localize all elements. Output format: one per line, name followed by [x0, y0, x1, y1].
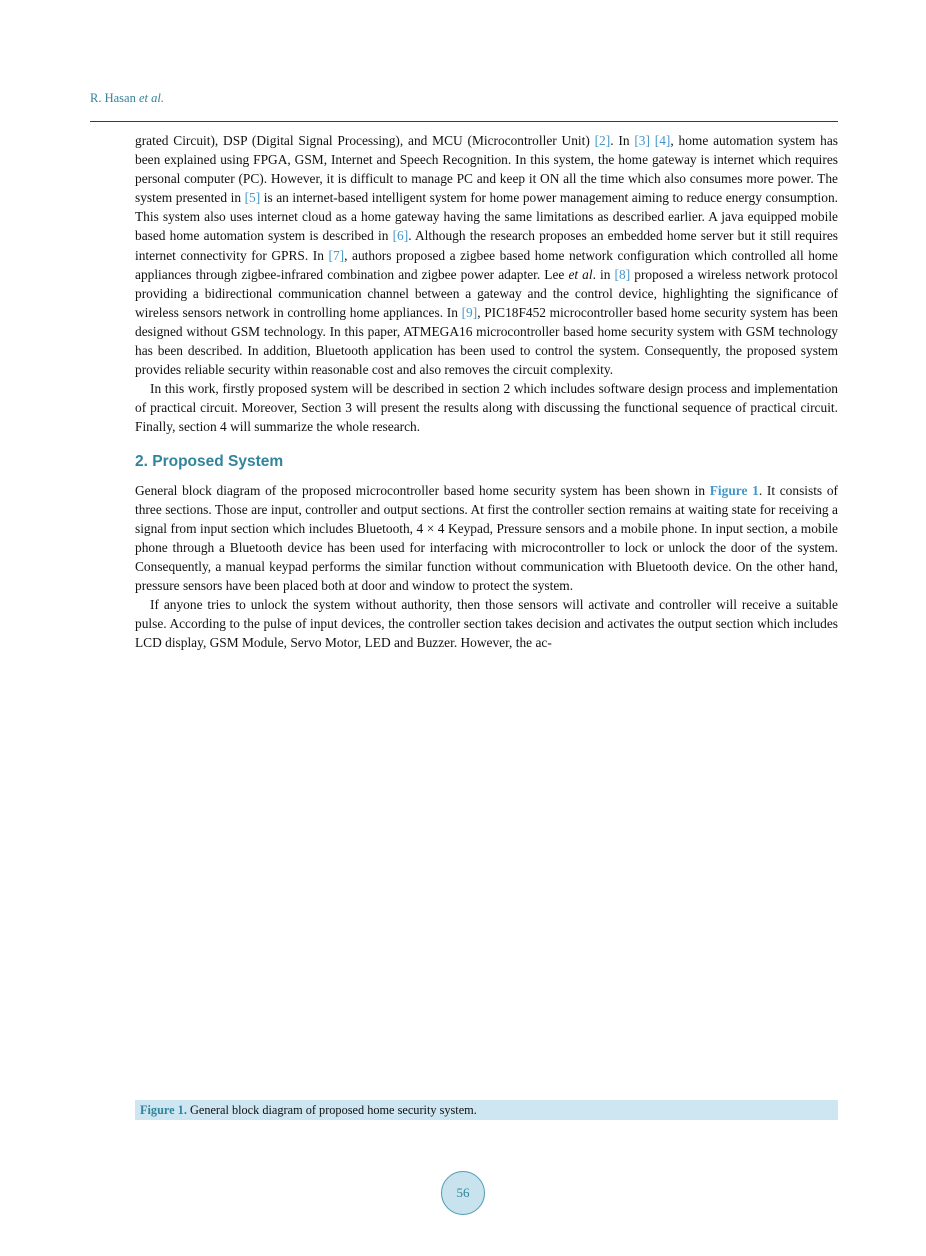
citation-link[interactable]: [4] [654, 133, 671, 148]
running-head [90, 91, 164, 106]
body-text [135, 131, 838, 652]
figure-reference-link[interactable]: Figure 1 [709, 482, 759, 498]
author-etal: et al. [138, 91, 164, 105]
author-name: R. Hasan [90, 91, 139, 105]
text-segment: . In [610, 133, 635, 148]
text-segment: , PIC18F452 microcontroller based home security system has been designed without GSM technology. In this paper, ATMEGA16 microcontroller based home security system with GSM technology has been described. In addition, Bluetooth application has been used to control the system. Consequently, the proposed system provides reliable security within reasonable cost and also removes the circuit complexity. [135, 304, 838, 378]
text-segment: , authors proposed a zigbee based home network configuration which controlled all home appliances through zigbee-infrared combination and zigbee power adapter. Lee [135, 247, 838, 282]
figure-caption [135, 1100, 838, 1120]
text-segment: , home automation system has been explained using FPGA, GSM, Internet and Speech Recognition. In this system, the home gateway is internet which requires personal computer (PC). However, it is difficult to manage PC and keep it ON all the time which also consumes more power. The system presented in [135, 133, 838, 206]
header-rule [90, 121, 838, 122]
figure-caption-label: Figure 1. [140, 1103, 187, 1117]
section-heading: 2. Proposed System [135, 452, 284, 470]
paragraph [135, 379, 838, 436]
page-number-badge [441, 1171, 485, 1215]
text-segment: If anyone tries to unlock the system without authority, then those sensors will activate and controller will receive a suitable pulse. According to the pulse of input devices, the controller section takes decision and activates the output section which includes LCD display, GSM Module, Servo Motor, LED and Buzzer. However, the ac- [135, 597, 838, 651]
citation-link[interactable]: [9] [461, 304, 478, 320]
paragraph [135, 595, 838, 652]
text-segment: . It consists of three sections. Those are input, controller and output sections. At first the controller section remains at waiting state for receiving a signal from input section which includes Bluetooth, 4 × 4 Keypad, Pressure sensors and a mobile phone. In input section, a mobile phone through a Bluetooth device has been used for interfacing with microcontroller to lock or unlock the door of the system. Consequently, a manual keypad performs the similar function without communication with Bluetooth device. On the other hand, pressure sensors have been placed both at door and window to protect the system. [135, 482, 839, 594]
text-segment: . in [592, 266, 615, 282]
page-number: 56 [456, 1185, 470, 1200]
text-segment: In this work, firstly proposed system will be described in section 2 which includes software design process and implementation of practical circuit. Moreover, Section 3 will present the results along with discussing the functional sequence of practical circuit. Finally, section 4 will summarize the whole research. [135, 381, 838, 435]
citation-link[interactable]: [2] [594, 133, 611, 148]
text-segment: is an internet-based intelligent system for home power management aiming to reduce energy consumption. This system also uses internet cloud as a home gateway having the same limitations as described earlier. A java equipped mobile based home automation system is described in [135, 190, 838, 244]
paragraph [135, 131, 838, 379]
paragraph [135, 481, 838, 596]
text-segment: grated Circuit), DSP (Digital Signal Processing), and MCU (Microcontroller Unit) [135, 133, 595, 148]
text-segment: proposed a wireless network protocol providing a bidirectional communication channel between a gateway and the control device, highlighting the significance of wireless sensors network in controlling home appliances. In [135, 266, 838, 320]
text-segment: et al [568, 266, 593, 282]
citation-link[interactable]: [8] [614, 266, 631, 282]
text-segment: . Although the research proposes an embedded home server but it still requires internet connectivity for GPRS. In [135, 228, 838, 263]
citation-link[interactable]: [6] [392, 228, 409, 244]
citation-link[interactable]: [5] [244, 190, 261, 206]
citation-link[interactable]: [3] [634, 133, 650, 148]
figure-caption-text: General block diagram of proposed home security system. [186, 1103, 477, 1117]
text-segment: General block diagram of the proposed microcontroller based home security system has been shown in [135, 482, 710, 498]
citation-link[interactable]: [7] [328, 247, 345, 263]
